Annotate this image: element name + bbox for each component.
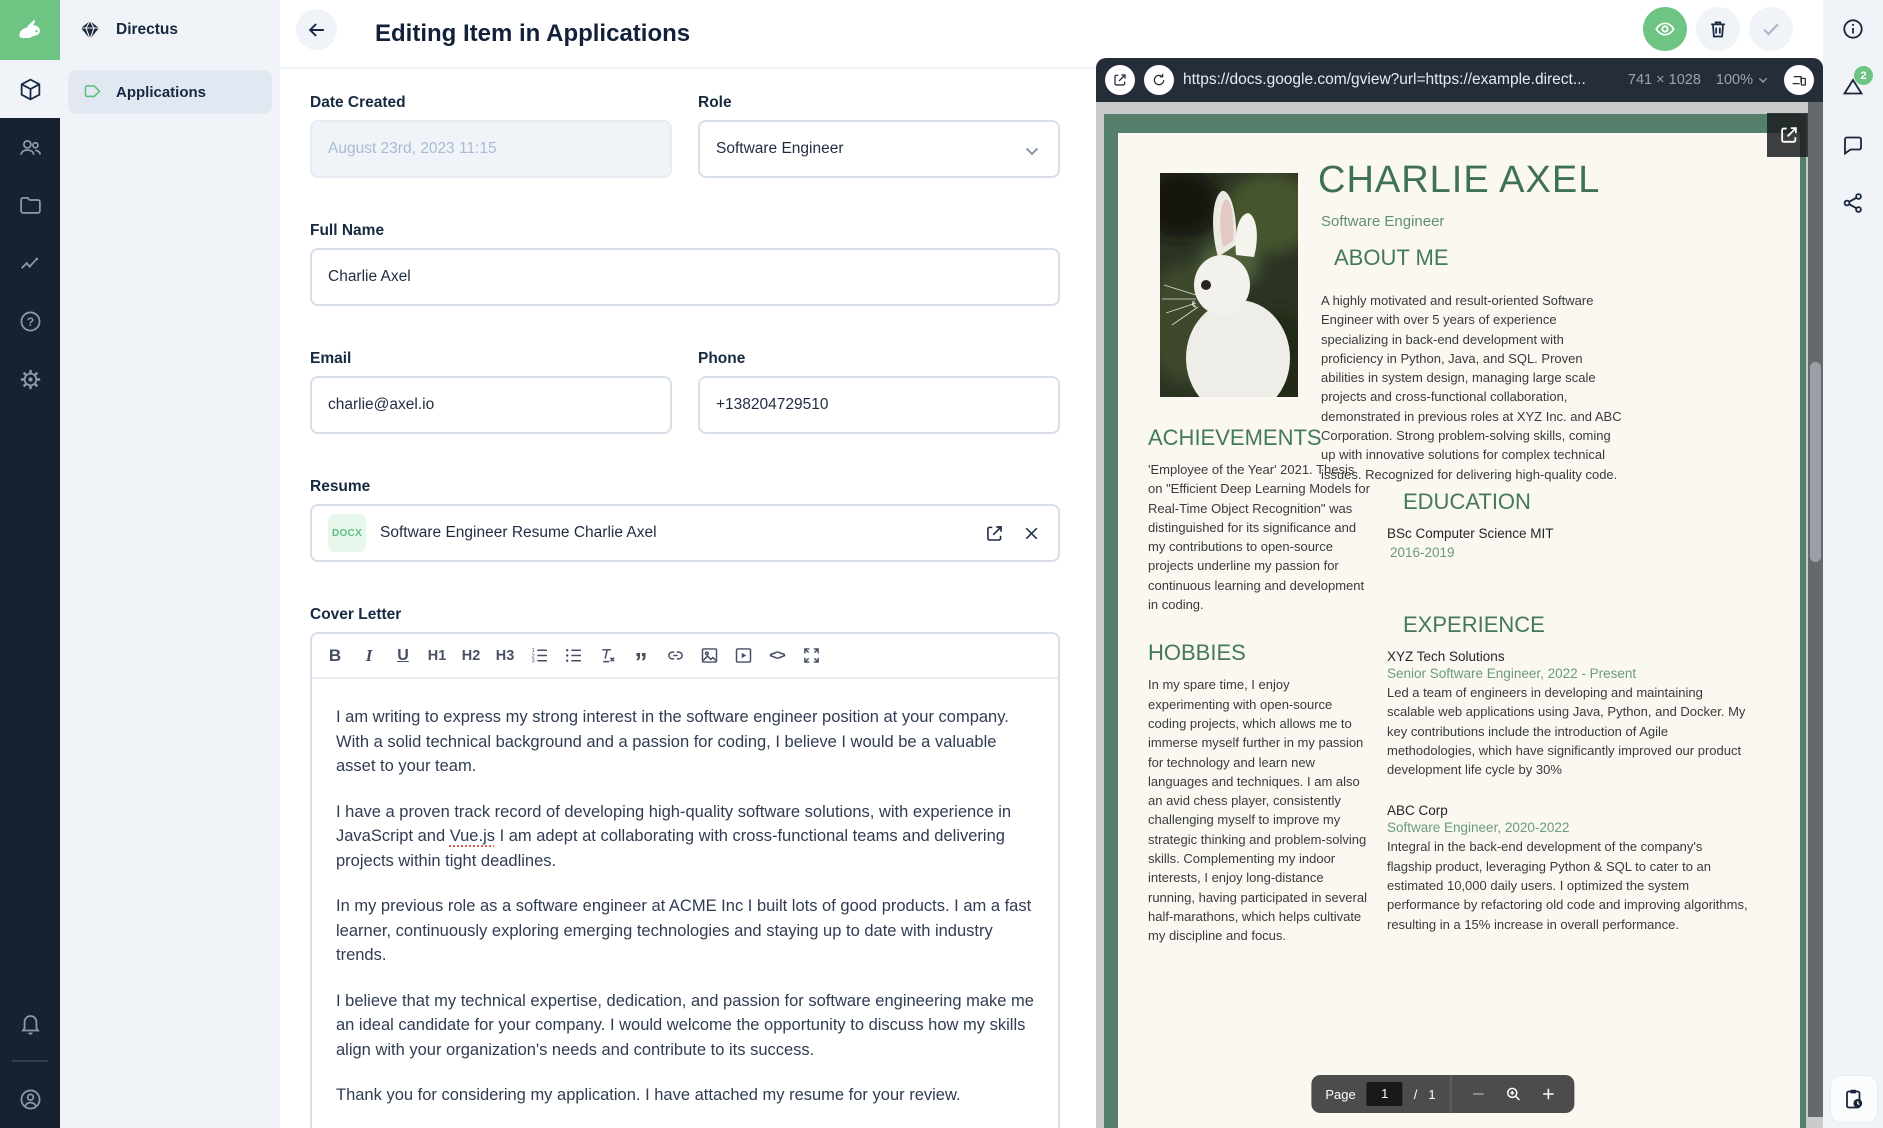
preview-url-bar	[1096, 58, 1823, 102]
resume-file-actions	[984, 523, 1042, 544]
preview-panel	[1096, 58, 1823, 1128]
h1-button[interactable]: H1	[427, 647, 447, 664]
save-button[interactable]	[1749, 7, 1793, 51]
scrollbar-bottom	[1808, 1117, 1823, 1128]
cover-letter-paragraph: In my previous role as a software engineer at ACME Inc I built lots of good products. I am a fast learner, continuously exploring emerging technologies and staying up to date with industry trends.	[336, 897, 1032, 964]
misspelled-word: Vue.js	[449, 827, 495, 845]
cover-letter-body[interactable]	[312, 679, 1058, 1128]
cover-letter-paragraph: I believe that my technical expertise, dedication, and passion for software engineering make me an ideal candidate for your company. I would welcome the opportunity to discuss how my skills align with your organization's needs and contribute to its success.	[336, 991, 1034, 1059]
image-button[interactable]	[696, 641, 722, 671]
module-divider	[12, 1060, 48, 1062]
page-title: Editing Item in Applications	[375, 19, 691, 47]
preview-dimensions: 741 × 1028	[1627, 72, 1701, 88]
deselect-x-icon[interactable]	[1021, 523, 1042, 544]
role-label: Role	[698, 94, 732, 111]
phone-input[interactable]	[698, 376, 1060, 434]
open-in-new-icon	[1112, 72, 1128, 88]
cover-letter-paragraph: Thank you for considering my application. I have attached my resume for your review.	[336, 1086, 961, 1104]
bold-button[interactable]: B	[328, 645, 342, 665]
open-url-button[interactable]	[1105, 65, 1135, 95]
cover-letter-paragraph: I am writing to express my strong interest in the software engineer position at your company. With a solid technical background and a passion for coding, I believe I would be a valuable asset to your team.	[336, 708, 1009, 775]
chevron-down-icon	[1020, 139, 1044, 168]
module-users[interactable]	[0, 118, 60, 176]
revisions-tab[interactable]	[1823, 58, 1883, 116]
module-docs[interactable]	[0, 292, 60, 350]
job-description: Led a team of engineers in developing and maintaining scalable web applications using Java, Python, and Docker. My key contributions include the introduction of Agile methodologies, which have significantly improved our product development life cycle by 30%	[1387, 685, 1746, 778]
plus-icon	[1540, 1085, 1558, 1103]
chevron-down-icon	[1755, 72, 1771, 88]
insights-chart-icon	[18, 251, 43, 276]
bell-icon	[18, 1011, 43, 1036]
zoom-select[interactable]	[1716, 72, 1771, 88]
folder-icon	[18, 193, 43, 218]
tag-icon	[82, 82, 103, 103]
document-right-column	[1387, 489, 1749, 958]
trash-icon	[1707, 18, 1729, 40]
job-company: ABC Corp	[1387, 803, 1448, 819]
svg-text:2: 2	[531, 653, 535, 660]
share-icon	[1841, 191, 1865, 215]
page-number-input[interactable]: 1	[1367, 1082, 1403, 1106]
resume-file-name: Software Engineer Resume Charlie Axel	[380, 524, 657, 541]
hobbies-heading: HOBBIES	[1148, 640, 1246, 666]
cover-letter-label: Cover Letter	[310, 606, 402, 623]
preview-url[interactable]: https://docs.google.com/gview?url=https://example.direct...	[1183, 71, 1586, 88]
resume-file-row[interactable]	[310, 504, 1060, 562]
fullscreen-icon	[801, 645, 822, 666]
document-title: Software Engineer	[1321, 213, 1445, 230]
page-label: Page	[1325, 1086, 1356, 1102]
diamond-icon	[78, 18, 102, 42]
about-text: A highly motivated and result-oriented Software Engineer with over 5 years of experience specializing in back-end development with proficiency in Python, Java, and SQL. Proven abilities in system design, managing large scale projects and cross-functional collaboration, demonstrated in previous roles at XYZ Inc. and ABC Corporation. Strong problem-solving skills, coming up with innovative solutions for complex technical issues. Recognized for delivering high-quality code.	[1321, 293, 1622, 482]
phone-value: +138204729510	[716, 396, 829, 413]
check-icon	[1760, 18, 1782, 40]
form-content	[280, 69, 1096, 1128]
experience-heading: EXPERIENCE	[1403, 612, 1545, 637]
education-years: 2016-2019	[1390, 545, 1455, 560]
zoom-out-button[interactable]	[1467, 1085, 1491, 1103]
magnifier-zoom-icon	[1505, 1085, 1523, 1103]
module-content[interactable]	[0, 60, 60, 118]
document-name: CHARLIE AXEL	[1318, 159, 1601, 201]
page-controls-divider	[1451, 1075, 1452, 1113]
scrollbar-thumb[interactable]	[1810, 362, 1821, 562]
date-created-value: August 23rd, 2023 11:15	[328, 140, 497, 157]
module-settings[interactable]	[0, 350, 60, 408]
education-degree: BSc Computer Science MIT	[1387, 526, 1554, 541]
shares-tab[interactable]	[1823, 174, 1883, 232]
document-left-column	[1148, 425, 1370, 946]
role-value: Software Engineer	[716, 140, 844, 157]
module-insights[interactable]	[0, 234, 60, 292]
clipboard-overlay[interactable]	[1831, 1076, 1877, 1122]
education-heading: EDUCATION	[1403, 489, 1531, 514]
profile-photo	[1160, 173, 1298, 397]
comment-icon	[1841, 133, 1865, 157]
avatar-icon	[18, 1087, 43, 1112]
role-select[interactable]	[698, 120, 1060, 178]
cover-letter-editor	[310, 632, 1060, 1128]
full-name-label: Full Name	[310, 222, 385, 239]
italic-button[interactable]: I	[365, 645, 373, 665]
open-in-new-icon[interactable]	[984, 523, 1005, 544]
image-icon	[699, 645, 720, 666]
document-open-button[interactable]	[1767, 113, 1811, 157]
module-bar	[0, 0, 60, 1128]
document-scrollbar[interactable]	[1808, 102, 1823, 1117]
zoom-value: 100%	[1715, 72, 1753, 88]
revisions-badge: 2	[1854, 66, 1873, 85]
help-icon	[18, 309, 43, 334]
docx-file-badge: DOCX	[328, 514, 366, 552]
gear-icon	[18, 367, 43, 392]
h3-button[interactable]: H3	[495, 647, 515, 664]
document-background	[1104, 114, 1806, 1128]
info-icon	[1841, 17, 1865, 41]
fullscreen-button[interactable]	[798, 641, 824, 671]
directus-logo[interactable]	[0, 0, 60, 60]
code-button[interactable]: <>	[769, 647, 785, 664]
experience-job	[1387, 649, 1749, 779]
comments-tab[interactable]	[1823, 116, 1883, 174]
preview-toggle-button[interactable]	[1643, 7, 1687, 51]
back-button[interactable]	[296, 9, 337, 50]
refresh-button[interactable]	[1144, 65, 1174, 95]
bullet-list-icon	[563, 645, 584, 666]
link-button[interactable]	[662, 641, 688, 671]
clear-formatting-button[interactable]	[594, 641, 620, 671]
preview-viewport	[1096, 102, 1823, 1128]
page-controls	[1311, 1075, 1574, 1113]
phone-label: Phone	[698, 350, 746, 367]
nav-sidebar	[60, 0, 280, 1128]
svg-text:?: ?	[26, 314, 34, 329]
email-label: Email	[310, 350, 352, 367]
rabbit-logo-icon	[13, 13, 47, 47]
about-heading: ABOUT ME	[1334, 245, 1449, 270]
rabbit-photo	[1160, 173, 1298, 397]
header-actions	[1643, 7, 1793, 51]
ordered-list-icon	[529, 645, 550, 666]
resume-label: Resume	[310, 478, 371, 495]
refresh-icon	[1151, 72, 1167, 88]
svg-text:3: 3	[531, 658, 535, 665]
job-description: Integral in the back-end development of the company's flagship product, leveraging Python & SQL to cater to an estimated 10,000 daily users. I optimized the system performance by refactoring old code and improving algorithms, resulting in a 15% increase in overall performance.	[1387, 839, 1748, 932]
page-total: 1	[1428, 1086, 1436, 1102]
cover-letter-paragraph: I have a proven track record of developing high-quality software solutions, with experience in JavaScript and Vue.js I am adept at collaborating with cross-functional teams and delivering projects within tight deadlines.	[336, 802, 1012, 870]
underline-button[interactable]: U	[397, 646, 409, 664]
people-icon	[18, 135, 43, 160]
date-created-label: Date Created	[310, 94, 406, 111]
date-created-field	[310, 120, 672, 178]
responsive-devices-button[interactable]	[1784, 65, 1814, 95]
page-separator: /	[1413, 1086, 1418, 1102]
video-button[interactable]	[730, 641, 756, 671]
notifications-button[interactable]	[0, 994, 60, 1052]
full-name-value: Charlie Axel	[328, 268, 411, 285]
module-bar-bottom	[0, 994, 60, 1128]
zoom-in-button[interactable]	[1537, 1085, 1561, 1103]
experience-job	[1387, 803, 1749, 933]
project-name: Directus	[116, 21, 179, 38]
info-tab[interactable]	[1823, 0, 1883, 58]
email-value: charlie@axel.io	[328, 396, 435, 413]
svg-text:1: 1	[531, 648, 535, 654]
open-in-new-icon	[1778, 124, 1800, 146]
job-meta: Software Engineer, 2020-2022	[1387, 820, 1570, 836]
sidebar-item-label: Applications	[116, 83, 207, 101]
job-meta: Senior Software Engineer, 2022 - Present	[1387, 666, 1637, 681]
right-sidebar	[1823, 0, 1883, 1128]
box-icon	[18, 77, 43, 102]
achievements-text: 'Employee of the Year' 2021. Thesis on "Efficient Deep Learning Models for Real-Time Object Recognition" was distinguished for its significance and my contributions to open-source projects underline my passion for continuous learning and development in coding.	[1148, 462, 1370, 613]
clear-formatting-icon	[597, 645, 618, 666]
ordered-list-button[interactable]	[526, 641, 552, 671]
eye-icon	[1654, 18, 1676, 40]
full-name-input[interactable]	[310, 248, 1060, 306]
project-selector[interactable]	[60, 0, 280, 60]
video-icon	[733, 645, 754, 666]
zoom-tool-button[interactable]	[1502, 1085, 1526, 1103]
clipboard-clock-icon	[1842, 1087, 1866, 1111]
link-icon	[665, 645, 686, 666]
resume-document	[1118, 133, 1800, 1128]
devices-icon	[1791, 72, 1807, 88]
job-company: XYZ Tech Solutions	[1387, 649, 1505, 664]
module-files[interactable]	[0, 176, 60, 234]
achievements-heading: ACHIEVEMENTS	[1148, 425, 1322, 450]
arrow-left-icon	[306, 19, 328, 41]
sidebar-item-applications[interactable]	[68, 70, 272, 114]
h2-button[interactable]: H2	[461, 647, 481, 664]
hobbies-text: In my spare time, I enjoy experimenting with open-source coding projects, which allows me to immerse myself further in my passion for technology and learn new languages and techniques. I am also an avid chess player, consistently challenging myself to improve my strategic thinking and problem-solving skills. Complementing my indoor interests, I enjoy long-distance running, having participated in several half-marathons, which helps cultivate my discipline and focus.	[1148, 677, 1367, 944]
minus-icon	[1470, 1085, 1488, 1103]
editor-toolbar	[312, 634, 1058, 679]
blockquote-button[interactable]: ”	[634, 646, 648, 677]
bullet-list-button[interactable]	[560, 641, 586, 671]
user-avatar-button[interactable]	[0, 1070, 60, 1128]
email-input[interactable]	[310, 376, 672, 434]
delete-button[interactable]	[1696, 7, 1740, 51]
